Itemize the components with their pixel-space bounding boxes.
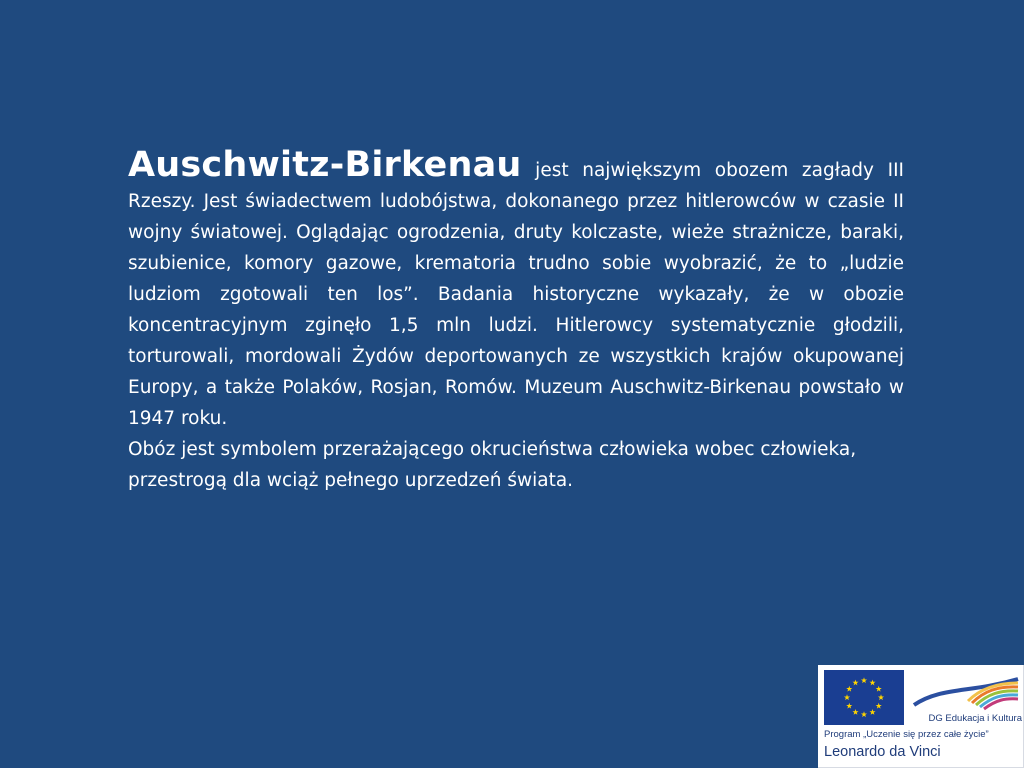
eu-star-icon — [876, 703, 882, 709]
logo-department: DG Edukacja i Kultura — [928, 713, 1022, 724]
paragraph-secondary: Obóz jest symbolem przerażającego okrucieństwa człowieka wobec człowieka, przestrogą dla wciąż pełnego uprzedzeń świata. — [128, 439, 857, 491]
slide-content — [128, 145, 904, 496]
eu-star-icon — [861, 677, 867, 683]
paragraph-main — [128, 145, 904, 434]
logo-program: Program „Uczenie się przez całe życie” — [824, 729, 989, 740]
eu-star-icon — [846, 686, 852, 692]
eu-star-icon — [869, 709, 875, 715]
lifelong-learning-logo-icon — [910, 671, 1020, 713]
eu-star-icon — [846, 703, 852, 709]
slide-title: Auschwitz-Birkenau — [128, 145, 522, 185]
paragraph-main-text: jest największym obozem zagłady III Rzeszy. Jest świadectwem ludobójstwa, dokonanego przez hitlerowców w czasie II wojny światowej. Oglądając ogrodzenia, druty kolczaste, wieże strażnicze, baraki, szubienice, komory gazowe, krematoria trudno sobie wyobrazić, że to „ludzie ludziom zgotowali ten los”. Badania historyczne wykazały, że w obozie koncentracyjnym zginęło 1,5 mln ludzi. Hitlerowcy systematycznie głodzili, torturowali, mordowali Żydów deportowanych ze wszystkich krajów okupowanej Europy, a także Polaków, Rosjan, Romów. Muzeum Auschwitz-Birkenau powstało w 1947 roku. — [128, 160, 904, 429]
eu-star-icon — [869, 680, 875, 686]
eu-stars-icon — [824, 670, 904, 725]
eu-flag-icon — [824, 670, 904, 725]
eu-star-icon — [876, 686, 882, 692]
eu-star-icon — [852, 680, 858, 686]
eu-star-icon — [852, 709, 858, 715]
eu-star-icon — [861, 711, 867, 717]
eu-star-icon — [844, 694, 850, 700]
program-logo — [818, 665, 1024, 768]
logo-program-name: Leonardo da Vinci — [824, 744, 941, 760]
eu-star-icon — [878, 694, 884, 700]
